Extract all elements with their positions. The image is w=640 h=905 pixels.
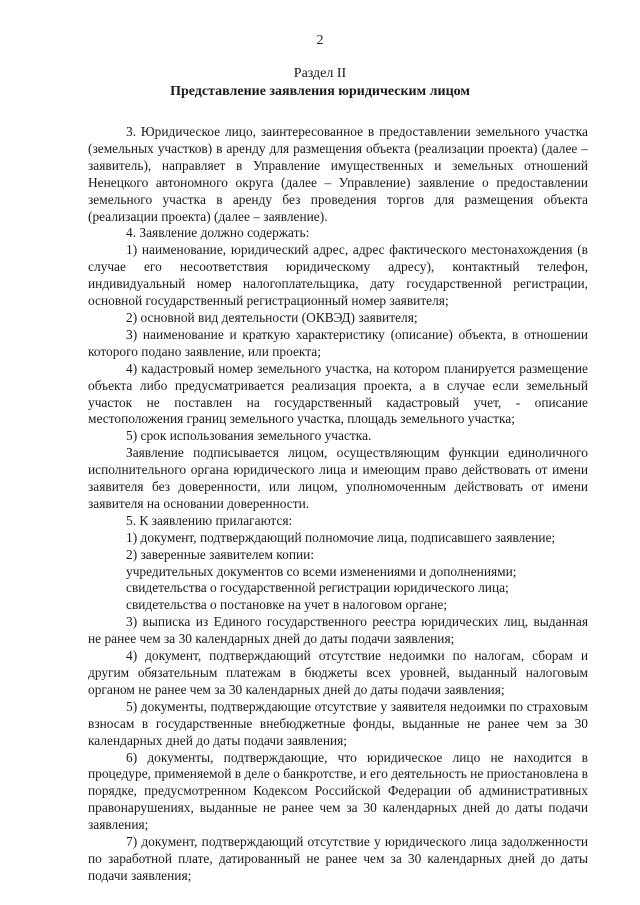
paragraph-signature: Заявление подписывается лицом, осуществляющим функции единоличного исполнительного органа юридического лица и имеющим право действовать от имени заявителя без доверенности, или лицом, уполномоченным действовать от имени заявителя на основании доверенности.: [88, 445, 588, 511]
paragraph-5-item-2-sub-3: свидетельства о постановке на учет в налоговом органе;: [126, 597, 448, 613]
paragraph-4-item-5: 5) срок использования земельного участка.: [126, 428, 372, 444]
paragraph-5-item-4: 4) документ, подтверждающий отсутствие недоимки по налогам, сборам и другим обязательным платежам в бюджеты всех уровней, выданный налоговым органом не ранее чем за 30 календарных дней до даты подачи заявления;: [88, 648, 588, 697]
document-body: [88, 124, 588, 885]
paragraph-5-item-5: 5) документы, подтверждающие отсутствие у заявителя недоимки по страховым взносам в государственные внебюджетные фонды, выданные не ранее чем за 30 календарных дней до даты подачи заявления;: [88, 698, 588, 748]
paragraph-5-item-1: 1) документ, подтверждающий полномочие лица, подписавшего заявление;: [126, 529, 556, 545]
paragraph-5-item-2: 2) заверенные заявителем копии:: [126, 546, 315, 562]
paragraph-3: 3. Юридическое лицо, заинтересованное в предоставлении земельного участка (земельных участков) в аренду для размещения объекта (реализации проекта) (далее – заявитель), направляет в Управление имущественных и земельных отношений Ненецкого автономного округа (далее – Управление) заявление о предоставлении земельного участка в аренду без проведения торгов для размещения объекта (реализации проекта) (далее – заявление).: [88, 124, 588, 224]
section-label: Раздел II: [293, 66, 347, 81]
paragraph-4-heading: 4. Заявление должно содержать:: [126, 225, 310, 241]
paragraph-5-item-3: 3) выписка из Единого государственного реестра юридических лиц, выданная не ранее чем за 30 календарных дней до даты подачи заявления;: [88, 614, 588, 647]
section-title: Представление заявления юридическим лицом: [170, 84, 470, 99]
paragraph-4-item-1: 1) наименование, юридический адрес, адрес фактического местонахождения (в случае его несоответствия юридическому адресу), контактный телефон, индивидуальный номер налогоплательщика, дату государственной регистрации, основной государственный регистрационный номер заявителя;: [88, 242, 588, 309]
paragraph-5-heading: 5. К заявлению прилагаются:: [126, 512, 293, 528]
paragraph-5-item-7: 7) документ, подтверждающий отсутствие у юридического лица задолженности по заработной плате, датированный не ранее чем за 30 календарных дней до даты подачи заявления;: [88, 834, 588, 883]
paragraph-5-item-6: 6) документы, подтверждающие, что юридическое лицо не находится в процедуре, применяемой в деле о банкротстве, и его деятельность не приостановлена в порядке, предусмотренном Кодексом Российской Федерации об административных правонарушениях, выданные не ранее чем за 30 календарных дней до даты подачи заявления;: [88, 749, 588, 833]
paragraph-4-item-4: 4) кадастровый номер земельного участка, на котором планируется размещение объекта либо предусматривается реализация проекта, а в случае если земельный участок не поставлен на государственный кадастровый учет, - описание местоположения границ земельного участка, площадь земельного участка;: [88, 360, 588, 427]
paragraph-5-item-2-sub-1: учредительных документов со всеми изменениями и дополнениями;: [126, 563, 517, 579]
paragraph-4-item-2: 2) основной вид деятельности (ОКВЭД) заявителя;: [126, 309, 418, 325]
paragraph-4-item-3: 3) наименование и краткую характеристику (описание) объекта, в отношении которого подано заявление, или проекта;: [88, 326, 588, 359]
paragraph-5-item-2-sub-2: свидетельства о государственной регистрации юридического лица;: [126, 580, 509, 596]
page-number: 2: [316, 33, 324, 48]
